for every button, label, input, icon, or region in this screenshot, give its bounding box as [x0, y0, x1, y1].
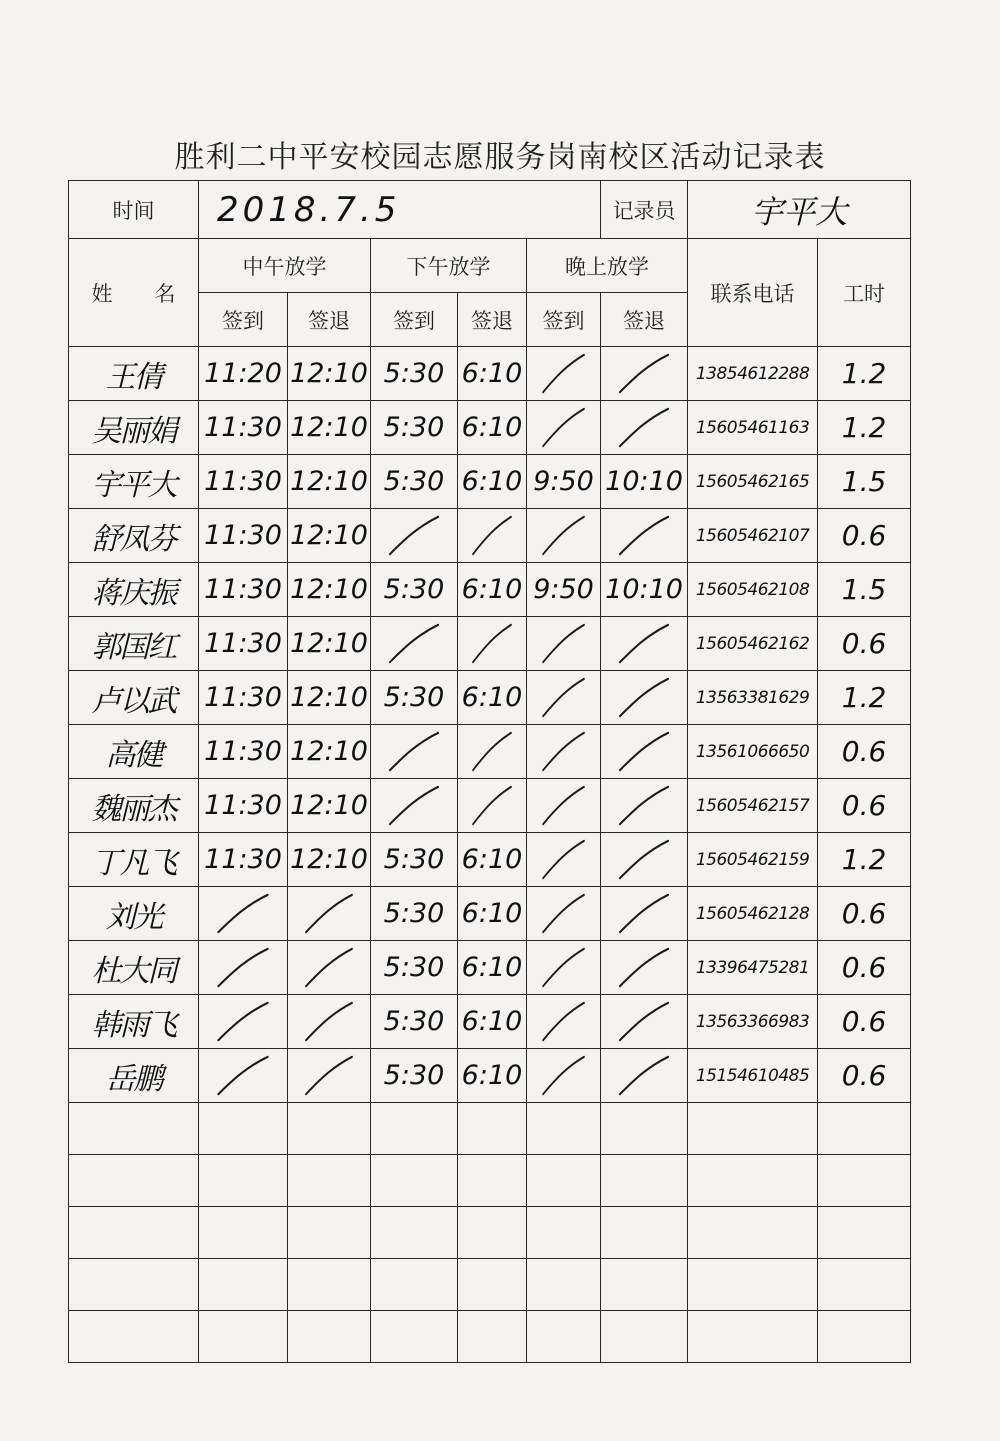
blank-cell — [69, 1155, 199, 1207]
evening-sign-out — [601, 401, 688, 455]
volunteer-name: 魏丽杰 — [69, 779, 199, 833]
evening-sign-out — [601, 509, 688, 563]
blank-row — [69, 1103, 911, 1155]
volunteer-name: 高健 — [69, 725, 199, 779]
blank-cell — [69, 1207, 199, 1259]
phone-number: 15605462165 — [688, 455, 818, 509]
blank-cell — [458, 1103, 527, 1155]
evening-sign-in — [527, 1049, 601, 1103]
blank-cell — [288, 1155, 371, 1207]
col-header-noon-sign-in: 签到 — [199, 293, 288, 347]
volunteer-name: 宇平大 — [69, 455, 199, 509]
blank-cell — [527, 1155, 601, 1207]
phone-number: 15154610485 — [688, 1049, 818, 1103]
date-value: 2018.7.5 — [199, 181, 601, 239]
phone-number: 15605462108 — [688, 563, 818, 617]
noon-sign-in: 11:30 — [199, 455, 288, 509]
blank-cell — [458, 1259, 527, 1311]
evening-sign-in — [527, 401, 601, 455]
work-hours: 1.2 — [818, 833, 911, 887]
table-row — [69, 1049, 911, 1103]
noon-sign-out — [288, 941, 371, 995]
blank-cell — [69, 1259, 199, 1311]
blank-cell — [818, 1259, 911, 1311]
table-row — [69, 401, 911, 455]
blank-cell — [527, 1311, 601, 1363]
evening-sign-out — [601, 779, 688, 833]
afternoon-sign-out: 6:10 — [458, 1049, 527, 1103]
evening-sign-in — [527, 887, 601, 941]
blank-cell — [288, 1103, 371, 1155]
afternoon-sign-out — [458, 779, 527, 833]
blank-cell — [199, 1207, 288, 1259]
afternoon-sign-out: 6:10 — [458, 563, 527, 617]
noon-sign-out: 12:10 — [288, 779, 371, 833]
afternoon-sign-in: 5:30 — [371, 347, 458, 401]
evening-sign-out — [601, 1049, 688, 1103]
blank-cell — [527, 1259, 601, 1311]
evening-sign-out — [601, 887, 688, 941]
phone-number: 13563366983 — [688, 995, 818, 1049]
blank-cell — [688, 1259, 818, 1311]
col-header-evening-sign-in: 签到 — [527, 293, 601, 347]
work-hours: 0.6 — [818, 941, 911, 995]
phone-number: 15605462107 — [688, 509, 818, 563]
table-row — [69, 563, 911, 617]
afternoon-sign-out: 6:10 — [458, 833, 527, 887]
blank-cell — [688, 1311, 818, 1363]
evening-sign-in — [527, 347, 601, 401]
afternoon-sign-out: 6:10 — [458, 347, 527, 401]
phone-number: 13563381629 — [688, 671, 818, 725]
blank-cell — [199, 1311, 288, 1363]
evening-sign-out — [601, 725, 688, 779]
evening-sign-in — [527, 725, 601, 779]
blank-cell — [288, 1311, 371, 1363]
col-header-hours: 工时 — [818, 239, 911, 347]
phone-number: 15605462159 — [688, 833, 818, 887]
blank-cell — [288, 1207, 371, 1259]
phone-number: 15605462128 — [688, 887, 818, 941]
volunteer-name: 杜大同 — [69, 941, 199, 995]
afternoon-sign-in: 5:30 — [371, 563, 458, 617]
afternoon-sign-in: 5:30 — [371, 671, 458, 725]
noon-sign-in — [199, 887, 288, 941]
blank-cell — [288, 1259, 371, 1311]
volunteer-name: 舒凤芬 — [69, 509, 199, 563]
col-header-noon: 中午放学 — [199, 239, 371, 293]
blank-cell — [601, 1207, 688, 1259]
noon-sign-in: 11:30 — [199, 509, 288, 563]
noon-sign-in: 11:30 — [199, 563, 288, 617]
noon-sign-out — [288, 995, 371, 1049]
evening-sign-in — [527, 509, 601, 563]
evening-sign-out: 10:10 — [601, 563, 688, 617]
blank-cell — [69, 1311, 199, 1363]
noon-sign-out — [288, 887, 371, 941]
blank-cell — [371, 1311, 458, 1363]
volunteer-name: 韩雨飞 — [69, 995, 199, 1049]
noon-sign-in: 11:20 — [199, 347, 288, 401]
recorder-value: 宇平大 — [688, 181, 911, 239]
evening-sign-out — [601, 671, 688, 725]
blank-cell — [527, 1207, 601, 1259]
evening-sign-in — [527, 941, 601, 995]
noon-sign-out: 12:10 — [288, 617, 371, 671]
table-row — [69, 833, 911, 887]
table-row — [69, 671, 911, 725]
work-hours: 0.6 — [818, 1049, 911, 1103]
noon-sign-in — [199, 995, 288, 1049]
col-header-evening: 晚上放学 — [527, 239, 688, 293]
phone-number: 13854612288 — [688, 347, 818, 401]
afternoon-sign-in: 5:30 — [371, 455, 458, 509]
volunteer-name: 岳鹏 — [69, 1049, 199, 1103]
afternoon-sign-in — [371, 509, 458, 563]
evening-sign-in: 9:50 — [527, 563, 601, 617]
afternoon-sign-out — [458, 617, 527, 671]
phone-number: 13396475281 — [688, 941, 818, 995]
table-row — [69, 617, 911, 671]
phone-number: 15605462162 — [688, 617, 818, 671]
evening-sign-in — [527, 833, 601, 887]
afternoon-sign-in: 5:30 — [371, 401, 458, 455]
blank-cell — [199, 1103, 288, 1155]
noon-sign-in: 11:30 — [199, 779, 288, 833]
afternoon-sign-in — [371, 779, 458, 833]
noon-sign-out: 12:10 — [288, 347, 371, 401]
evening-sign-in — [527, 671, 601, 725]
blank-cell — [688, 1155, 818, 1207]
volunteer-name: 蒋庆振 — [69, 563, 199, 617]
blank-row — [69, 1259, 911, 1311]
volunteer-name: 郭国红 — [69, 617, 199, 671]
evening-sign-in — [527, 617, 601, 671]
blank-cell — [601, 1259, 688, 1311]
noon-sign-out: 12:10 — [288, 725, 371, 779]
col-header-afternoon-sign-out: 签退 — [458, 293, 527, 347]
noon-sign-out — [288, 1049, 371, 1103]
blank-cell — [458, 1311, 527, 1363]
evening-sign-out — [601, 347, 688, 401]
blank-row — [69, 1207, 911, 1259]
afternoon-sign-in — [371, 725, 458, 779]
table-row — [69, 509, 911, 563]
afternoon-sign-out: 6:10 — [458, 887, 527, 941]
noon-sign-out: 12:10 — [288, 563, 371, 617]
col-header-evening-sign-out: 签退 — [601, 293, 688, 347]
table-row — [69, 887, 911, 941]
afternoon-sign-out: 6:10 — [458, 401, 527, 455]
noon-sign-in — [199, 941, 288, 995]
afternoon-sign-in: 5:30 — [371, 941, 458, 995]
afternoon-sign-out: 6:10 — [458, 995, 527, 1049]
table-row — [69, 455, 911, 509]
table-row — [69, 347, 911, 401]
blank-cell — [371, 1155, 458, 1207]
afternoon-sign-out: 6:10 — [458, 455, 527, 509]
afternoon-sign-out — [458, 509, 527, 563]
afternoon-sign-out: 6:10 — [458, 671, 527, 725]
evening-sign-out — [601, 995, 688, 1049]
col-header-noon-sign-out: 签退 — [288, 293, 371, 347]
afternoon-sign-in — [371, 617, 458, 671]
recorder-label: 记录员 — [601, 181, 688, 239]
col-header-name: 姓 名 — [69, 239, 199, 347]
volunteer-name: 王倩 — [69, 347, 199, 401]
blank-cell — [601, 1103, 688, 1155]
noon-sign-in: 11:30 — [199, 671, 288, 725]
header-row-date — [69, 181, 911, 239]
evening-sign-out — [601, 833, 688, 887]
blank-row — [69, 1311, 911, 1363]
blank-cell — [371, 1207, 458, 1259]
work-hours: 1.2 — [818, 671, 911, 725]
blank-cell — [818, 1311, 911, 1363]
blank-row — [69, 1155, 911, 1207]
evening-sign-in: 9:50 — [527, 455, 601, 509]
noon-sign-out: 12:10 — [288, 455, 371, 509]
noon-sign-out: 12:10 — [288, 833, 371, 887]
blank-cell — [601, 1155, 688, 1207]
volunteer-name: 刘光 — [69, 887, 199, 941]
afternoon-sign-in: 5:30 — [371, 887, 458, 941]
work-hours: 0.6 — [818, 509, 911, 563]
blank-cell — [199, 1259, 288, 1311]
blank-cell — [688, 1103, 818, 1155]
blank-cell — [818, 1103, 911, 1155]
work-hours: 0.6 — [818, 779, 911, 833]
afternoon-sign-in: 5:30 — [371, 995, 458, 1049]
volunteer-name: 丁凡飞 — [69, 833, 199, 887]
evening-sign-out: 10:10 — [601, 455, 688, 509]
col-header-afternoon: 下午放学 — [371, 239, 527, 293]
noon-sign-in: 11:30 — [199, 725, 288, 779]
afternoon-sign-in: 5:30 — [371, 833, 458, 887]
work-hours: 1.2 — [818, 347, 911, 401]
blank-cell — [69, 1103, 199, 1155]
noon-sign-in: 11:30 — [199, 401, 288, 455]
evening-sign-out — [601, 617, 688, 671]
blank-cell — [688, 1207, 818, 1259]
blank-cell — [199, 1155, 288, 1207]
noon-sign-in: 11:30 — [199, 617, 288, 671]
sheet-title: 胜利二中平安校园志愿服务岗南校区活动记录表 — [174, 140, 826, 175]
evening-sign-in — [527, 779, 601, 833]
phone-number: 13561066650 — [688, 725, 818, 779]
afternoon-sign-in: 5:30 — [371, 1049, 458, 1103]
noon-sign-out: 12:10 — [288, 401, 371, 455]
table-row — [69, 779, 911, 833]
table-row — [69, 941, 911, 995]
work-hours: 1.2 — [818, 401, 911, 455]
volunteer-name: 吴丽娟 — [69, 401, 199, 455]
blank-cell — [818, 1207, 911, 1259]
time-label: 时间 — [69, 181, 199, 239]
volunteer-name: 卢以武 — [69, 671, 199, 725]
table-row — [69, 995, 911, 1049]
noon-sign-out: 12:10 — [288, 509, 371, 563]
work-hours: 0.6 — [818, 617, 911, 671]
noon-sign-in — [199, 1049, 288, 1103]
blank-cell — [458, 1207, 527, 1259]
phone-number: 15605462157 — [688, 779, 818, 833]
noon-sign-out: 12:10 — [288, 671, 371, 725]
work-hours: 1.5 — [818, 455, 911, 509]
noon-sign-in: 11:30 — [199, 833, 288, 887]
work-hours: 1.5 — [818, 563, 911, 617]
header-row-sessions — [69, 239, 911, 293]
work-hours: 0.6 — [818, 887, 911, 941]
work-hours: 0.6 — [818, 725, 911, 779]
phone-number: 15605461163 — [688, 401, 818, 455]
evening-sign-out — [601, 941, 688, 995]
evening-sign-in — [527, 995, 601, 1049]
afternoon-sign-out — [458, 725, 527, 779]
afternoon-sign-out: 6:10 — [458, 941, 527, 995]
blank-cell — [818, 1155, 911, 1207]
blank-cell — [371, 1103, 458, 1155]
col-header-phone: 联系电话 — [688, 239, 818, 347]
blank-cell — [371, 1259, 458, 1311]
blank-cell — [601, 1311, 688, 1363]
table-row — [69, 725, 911, 779]
record-table — [68, 180, 911, 1363]
blank-cell — [458, 1155, 527, 1207]
work-hours: 0.6 — [818, 995, 911, 1049]
col-header-afternoon-sign-in: 签到 — [371, 293, 458, 347]
blank-cell — [527, 1103, 601, 1155]
